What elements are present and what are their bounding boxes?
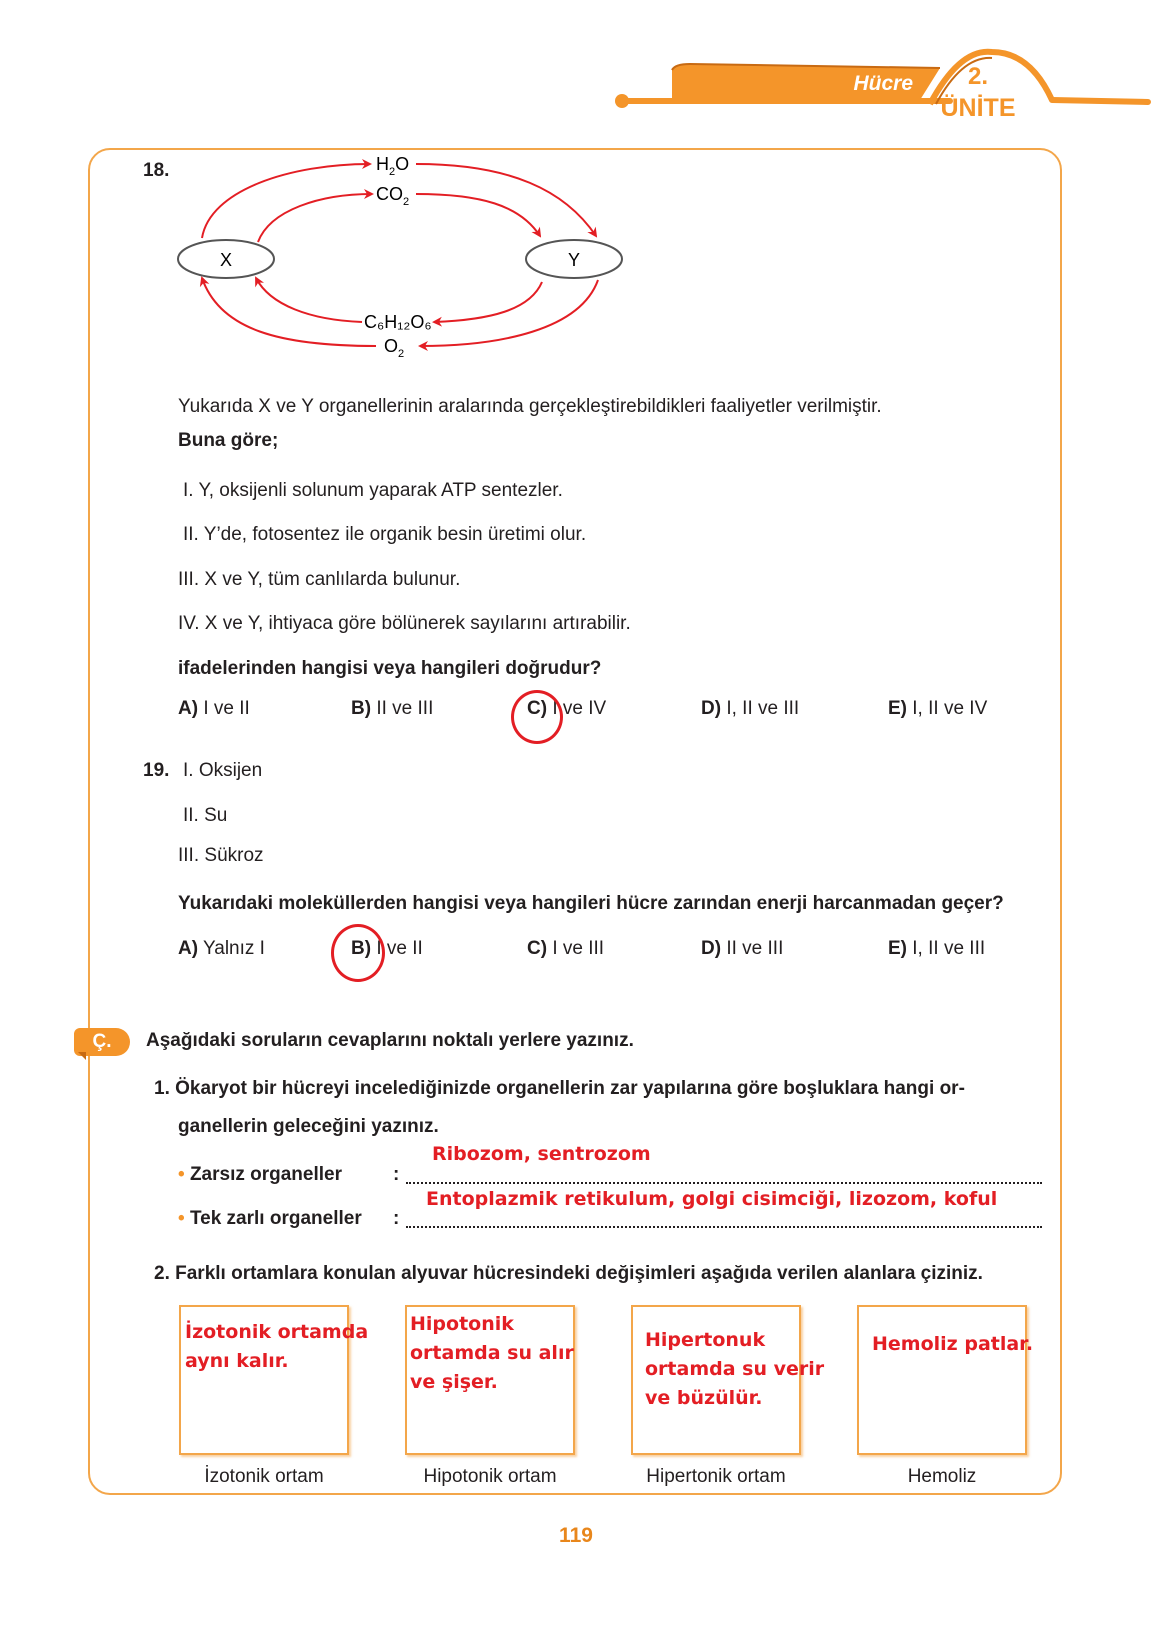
arrow-x-to-co2 — [258, 194, 372, 242]
drawing-box-hemoliz[interactable] — [857, 1305, 1027, 1455]
question-19-number: 19. — [143, 760, 170, 781]
q1-row-tek-zarli: • Tek zarlı organeller — [178, 1208, 362, 1229]
q19-option-e[interactable]: E) I, II ve III — [888, 938, 986, 959]
label-o2: $O_2$ — [384, 336, 405, 360]
handwritten-box-answer: Hemoliz patlar. — [872, 1333, 1034, 1355]
q18-statement: I. Y, oksijenli solunum yaparak ATP sentezler. — [183, 480, 563, 501]
q19-item: I. Oksijen — [183, 760, 263, 781]
section-badge: Ç. — [74, 1028, 130, 1056]
arrow-y-to-glucose — [434, 282, 542, 322]
arrow-glucose-to-x — [256, 278, 362, 322]
bullet-icon: • — [178, 1164, 185, 1185]
q18-statement: IV. X ve Y, ihtiyaca göre bölünerek sayılarını artırabilir. — [178, 613, 631, 634]
page-number: 119 — [559, 1524, 593, 1547]
q1-text-line2: ganellerin geleceğini yazınız. — [178, 1116, 439, 1137]
q18-lead: Buna göre; — [178, 430, 279, 451]
label-glucose: C₆H₁₂O₆ — [364, 312, 432, 332]
unit-label: ÜNİTE — [940, 94, 1016, 122]
q18-option-a[interactable]: A) I ve II — [178, 698, 250, 719]
node-x-label: X — [219, 250, 233, 270]
q18-option-e[interactable]: E) I, II ve IV — [888, 698, 988, 719]
q19-option-b[interactable]: B) I ve II — [351, 938, 423, 959]
q18-option-d[interactable]: D) I, II ve III — [701, 698, 800, 719]
unit-header-banner — [600, 40, 1152, 130]
q19-item: II. Su — [183, 805, 228, 826]
question-18-number: 18. — [143, 160, 170, 181]
node-y-label: Y — [567, 250, 581, 270]
answer-circle-mark — [511, 690, 563, 744]
q18-option-b[interactable]: B) II ve III — [351, 698, 434, 719]
q18-statement: II. Y’de, fotosentez ile organik besin üretimi olur. — [183, 524, 587, 545]
box-caption: İzotonik ortam — [204, 1466, 324, 1487]
arrow-co2-to-y — [416, 194, 540, 236]
section-instruction: Aşağıdaki soruların cevaplarını noktalı yerlere yazınız. — [146, 1030, 634, 1051]
q18-question: ifadelerinden hangisi veya hangileri doğrudur? — [178, 658, 602, 679]
handwritten-answer: Ribozom, sentrozom — [432, 1143, 651, 1165]
handwritten-box-answer: İzotonik ortamda aynı kalır. — [185, 1321, 369, 1372]
q19-question: Yukarıdaki moleküllerden hangisi veya hangileri hücre zarından enerji harcanmadan geçer? — [178, 893, 1004, 914]
label-co2: $CO_2$ — [376, 184, 410, 208]
header-rule-dot — [615, 94, 629, 108]
arrow-x-to-h2o — [202, 164, 370, 238]
handwritten-box-answer: Hipotonik ortamda su alır ve şişer. — [410, 1313, 574, 1393]
q19-option-d[interactable]: D) II ve III — [701, 938, 784, 959]
box-caption: Hipotonik ortam — [423, 1466, 557, 1487]
label-h2o: $H_2O$ — [376, 154, 410, 178]
box-caption: Hemoliz — [907, 1466, 977, 1487]
handwritten-answer: Entoplazmik retikulum, golgi cisimciği, lizozom, koful — [426, 1188, 998, 1210]
unit-number: 2. — [967, 63, 989, 90]
q2-text: 2. Farklı ortamlara konulan alyuvar hücresindeki değişimleri aşağıda verilen alanlara çiziniz. — [154, 1263, 983, 1284]
q19-item: III. Sükroz — [178, 845, 264, 866]
q18-statement: III. X ve Y, tüm canlılarda bulunur. — [178, 569, 461, 590]
q18-intro: Yukarıda X ve Y organellerinin aralarında gerçekleştirebildikleri faaliyetler verilmiştir. — [178, 396, 882, 417]
section-badge-tail — [78, 1052, 86, 1060]
bullet-icon: • — [178, 1208, 185, 1229]
unit-topic: Hücre — [853, 72, 913, 95]
header-rule-right — [1052, 100, 1148, 102]
q19-option-c[interactable]: C) I ve III — [527, 938, 605, 959]
q19-option-a[interactable]: A) Yalnız I — [178, 938, 265, 959]
arrow-h2o-to-y — [416, 164, 596, 236]
arrow-o2-to-x — [202, 278, 376, 346]
q1-colon: : — [393, 1164, 400, 1185]
arrow-y-to-o2 — [420, 280, 598, 346]
q1-row-zarsiz: • Zarsız organeller — [178, 1164, 342, 1185]
handwritten-box-answer: Hipertonuk ortamda su verir ve büzülür. — [645, 1329, 825, 1409]
answer-dotted-line[interactable] — [406, 1182, 1042, 1184]
q1-colon: : — [393, 1208, 400, 1229]
q1-text-line1: 1. Ökaryot bir hücreyi incelediğinizde organellerin zar yapılarına göre boşluklara hangi or- — [154, 1078, 965, 1099]
organelle-exchange-diagram — [170, 150, 630, 365]
answer-circle-mark — [331, 924, 385, 982]
q18-option-c[interactable]: C) I ve IV — [527, 698, 607, 719]
answer-dotted-line[interactable] — [406, 1226, 1042, 1228]
box-caption: Hipertonik ortam — [646, 1466, 786, 1487]
